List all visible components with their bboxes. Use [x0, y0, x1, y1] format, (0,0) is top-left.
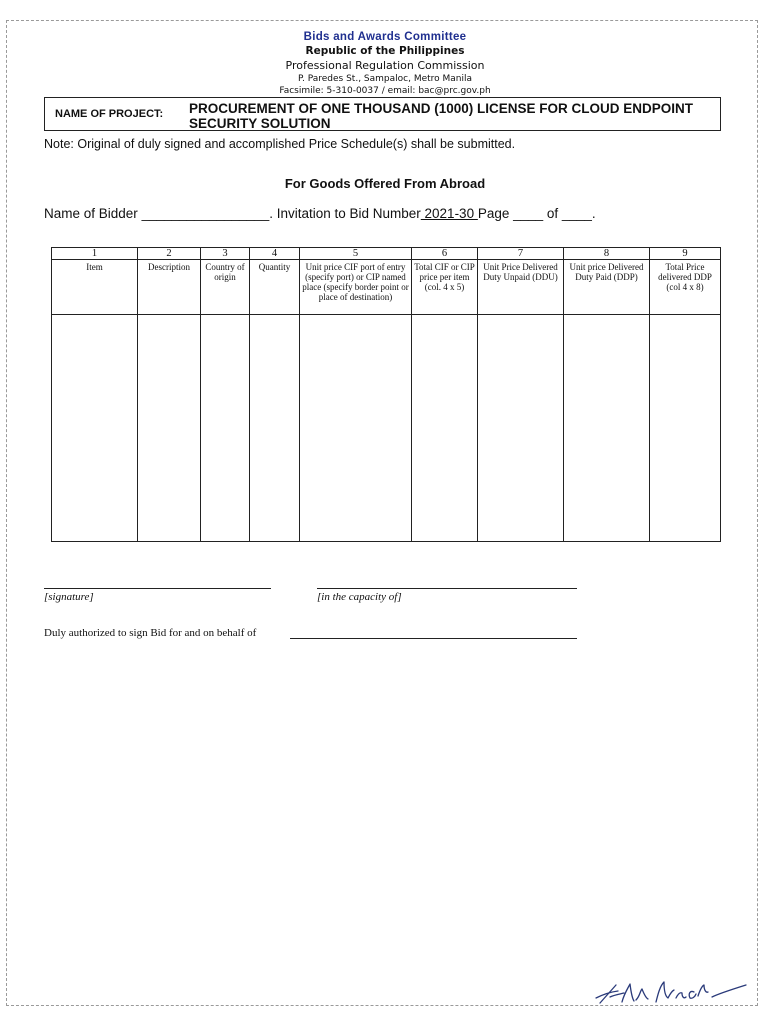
column-header-unit-price-ddp: Unit price Delivered Duty Paid (DDP): [564, 260, 650, 315]
column-number-row: [52, 248, 721, 260]
column-header-total-ddp: Total Price delivered DDP (col 4 x 8): [650, 260, 721, 315]
agency-name: Professional Regulation Commission: [285, 59, 485, 72]
country-cell[interactable]: [201, 315, 250, 542]
country-name: Republic of the Philippines: [305, 45, 465, 57]
table-row: [52, 315, 721, 542]
column-number: 9: [650, 248, 721, 260]
invitation-number: 2021-30: [420, 206, 478, 221]
project-name: PROCUREMENT OF ONE THOUSAND (1000) LICENSE FOR CLOUD ENDPOINT SECURITY SOLUTION: [189, 101, 694, 131]
description-cell[interactable]: [138, 315, 201, 542]
project-label: NAME OF PROJECT:: [55, 108, 164, 120]
committee-name: Bids and Awards Committee: [303, 31, 467, 43]
total-ddp-cell[interactable]: [650, 315, 721, 542]
column-header-unit-price-ddu: Unit Price Delivered Duty Unpaid (DDU): [478, 260, 564, 315]
section-title: For Goods Offered From Abroad: [284, 176, 486, 191]
bidder-name-blank[interactable]: _________________: [141, 206, 270, 221]
column-number: 8: [564, 248, 650, 260]
unit-price-cif-cell[interactable]: [300, 315, 412, 542]
column-number: 1: [52, 248, 138, 260]
column-header-country: Country of origin: [201, 260, 250, 315]
column-number: 2: [138, 248, 201, 260]
unit-price-ddu-cell[interactable]: [478, 315, 564, 542]
column-header-quantity: Quantity: [250, 260, 300, 315]
project-box: [44, 97, 721, 131]
column-header-unit-price-cif: Unit price CIF port of entry (specify port) or CIP named place (specify border point or place of destination): [300, 260, 412, 315]
column-header-description: Description: [138, 260, 201, 315]
item-cell[interactable]: [52, 315, 138, 542]
capacity-label: [in the capacity of]: [317, 591, 402, 603]
page-of-label: Page ____ of ____.: [477, 206, 596, 221]
signature-label: [signature]: [44, 591, 94, 603]
invitation-label: . Invitation to Bid Number: [269, 206, 421, 221]
price-schedule-table: [51, 247, 721, 542]
quantity-cell[interactable]: [250, 315, 300, 542]
column-number: 4: [250, 248, 300, 260]
column-number: 7: [478, 248, 564, 260]
column-number: 6: [412, 248, 478, 260]
unit-price-ddp-cell[interactable]: [564, 315, 650, 542]
bidder-label: Name of Bidder: [44, 206, 138, 221]
capacity-line[interactable]: [317, 588, 577, 589]
agency-contact: Facsimile: 5-310-0037 / email: bac@prc.gov.ph: [279, 86, 491, 96]
column-number: 5: [300, 248, 412, 260]
signature-line[interactable]: [44, 588, 271, 589]
column-header-row: [52, 260, 721, 315]
handwritten-initials: [590, 972, 750, 1008]
agency-address: P. Paredes St., Sampaloc, Metro Manila: [297, 74, 473, 84]
column-header-total-cif: Total CIF or CIP price per item (col. 4 x 5): [412, 260, 478, 315]
bidder-line: [44, 206, 596, 221]
column-header-item: Item: [52, 260, 138, 315]
total-cif-cell[interactable]: [412, 315, 478, 542]
authorized-label: Duly authorized to sign Bid for and on behalf of: [44, 627, 257, 639]
submission-note: Note: Original of duly signed and accomplished Price Schedule(s) shall be submitted.: [44, 137, 516, 151]
authorized-line[interactable]: [290, 638, 577, 639]
column-number: 3: [201, 248, 250, 260]
